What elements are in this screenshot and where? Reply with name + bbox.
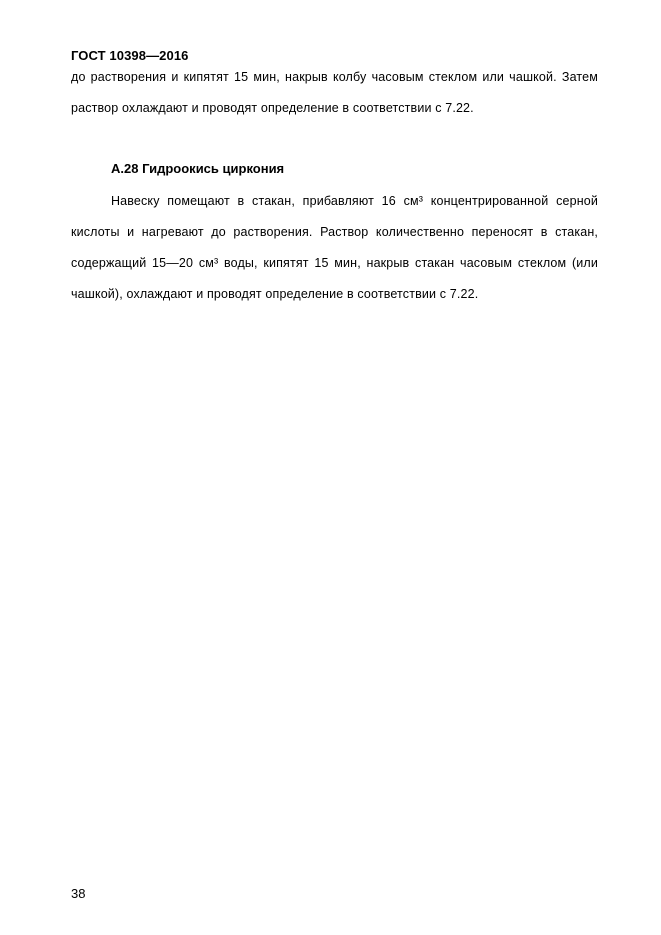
continued-paragraph: [71, 62, 598, 124]
section-title: А.28 Гидроокись циркония: [111, 161, 285, 176]
document-header: ГОСТ 10398—2016: [71, 48, 189, 63]
page-number: 38: [71, 886, 86, 901]
paragraph-text: до растворения и кипятят 15 мин, накрыв колбу часовым стеклом или чашкой. Затем раствор охлаждают и проводят определение в соответствии с 7.22.: [71, 70, 598, 115]
section-body: [71, 186, 598, 310]
section-paragraph: Навеску помещают в стакан, прибавляют 16 см³ концентрированной серной кислоты и нагревают до растворения. Раствор количественно переносят в стакан, содержащий 15—20 см³ воды, кипятят 15 мин, накрыв стакан часовым стеклом (или чашкой), охлаждают и проводят определение в соответствии с 7.22.: [71, 194, 598, 301]
